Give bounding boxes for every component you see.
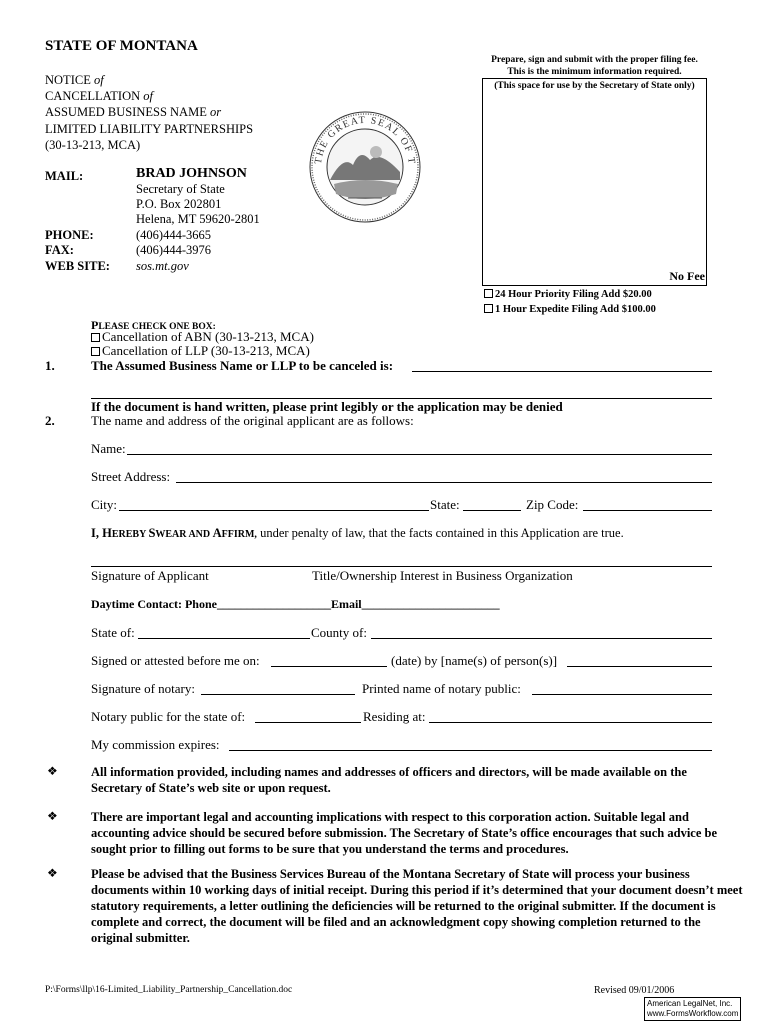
web-label: WEB SITE: <box>45 259 110 273</box>
item2-number: 2. <box>45 413 55 428</box>
city-zip: Helena, MT 59620-2801 <box>136 212 260 226</box>
revised-date: Revised 09/01/2006 <box>594 985 675 996</box>
affirmation-text: I, HEREBY SWEAR AND AFFIRM, under penalty of law, that the facts contained in this Application are true. <box>91 526 624 540</box>
name-label: Name: <box>91 441 126 456</box>
state-of-label: State of: <box>91 625 135 640</box>
notary-printed-label: Printed name of notary public: <box>362 681 521 696</box>
applicant-name-field[interactable] <box>127 454 712 455</box>
notice-line: (30-13-213, MCA) <box>45 137 141 152</box>
attested-persons-field[interactable] <box>567 666 712 667</box>
notary-state-field[interactable] <box>255 722 361 723</box>
signature-applicant-label: Signature of Applicant <box>91 568 209 583</box>
residing-at-field[interactable] <box>429 722 712 723</box>
legalnet-name: American LegalNet, Inc. <box>647 999 733 1008</box>
option-llp[interactable]: Cancellation of LLP (30-13-213, MCA) <box>91 343 310 359</box>
attested-date-field[interactable] <box>271 666 387 667</box>
sos-space-note: (This space for use by the Secretary of State only) <box>494 81 695 91</box>
phone-label: PHONE: <box>45 228 94 242</box>
street-label: Street Address: <box>91 469 171 484</box>
priority-checkbox[interactable] <box>484 289 493 298</box>
commission-field[interactable] <box>229 750 712 751</box>
notary-printed-field[interactable] <box>532 694 712 695</box>
state-of-field[interactable] <box>138 638 310 639</box>
notary-signature-field[interactable] <box>201 694 355 695</box>
notice-title <box>45 72 253 153</box>
city-field[interactable] <box>119 510 429 511</box>
state-field[interactable] <box>463 510 521 511</box>
notary-state-label: Notary public for the state of: <box>91 709 246 724</box>
notice-line: LIMITED LIABILITY PARTNERSHIPS <box>45 121 254 136</box>
svg-text:THE GREAT SEAL OF THE STATE OF: THE GREAT SEAL OF T <box>313 114 418 166</box>
handwritten-note: If the document is hand written, please print legibly or the application may be denied <box>91 399 563 414</box>
file-path: P:\Forms\llp\16-Limited_Liability_Partnership_Cancellation.doc <box>45 985 293 995</box>
bullet-diamond-icon: ❖ <box>47 866 58 880</box>
secretary-title: Secretary of State <box>136 182 225 196</box>
signed-attested-label: Signed or attested before me on: <box>91 653 260 668</box>
item2-label: The name and address of the original applicant are as follows: <box>91 413 414 428</box>
secretary-name: BRAD JOHNSON <box>136 166 247 181</box>
montana-state-seal <box>308 110 422 224</box>
daytime-contact[interactable]: Daytime Contact: Phone___________________Email_______________________ <box>91 597 500 611</box>
legalnet-badge <box>644 997 741 1021</box>
note-public-info: All information provided, including names and addresses of officers and directors, will be made available on the Secretary of State’s web site or upon request. <box>91 765 687 795</box>
notice-line: ASSUMED BUSINESS NAME or <box>45 105 222 120</box>
street-address-field[interactable] <box>176 482 712 483</box>
zip-field[interactable] <box>583 510 712 511</box>
check-one-heading: PLEASE CHECK ONE BOX: <box>91 318 216 332</box>
bullet-diamond-icon: ❖ <box>47 764 58 778</box>
commission-label: My commission expires: <box>91 737 220 752</box>
notice-line: CANCELLATION of <box>45 89 153 104</box>
expedite-option[interactable]: 1 Hour Expedite Filing Add $100.00 <box>484 304 656 315</box>
date-by-label: (date) by [name(s) of person(s)] <box>391 653 558 668</box>
note-legal-advice: There are important legal and accounting implications with respect to this corporation action. Suitable legal and accounting advice should be secured before submission. The Secretary of State’s office encourages that such advice be sought prior to filling out forms to be sure that you understand the terms and procedures. <box>91 810 718 856</box>
residing-at-label: Residing at: <box>363 709 426 724</box>
legalnet-url[interactable]: www.FormsWorkflow.com <box>647 1009 739 1018</box>
prepare-note-1: Prepare, sign and submit with the proper filing fee. <box>491 55 698 65</box>
county-of-label: County of: <box>311 625 367 640</box>
state-title: STATE OF MONTANA <box>45 38 198 54</box>
option-abn[interactable]: Cancellation of ABN (30-13-213, MCA) <box>91 329 314 345</box>
sos-use-box <box>482 78 707 286</box>
title-interest-label: Title/Ownership Interest in Business Organization <box>312 568 573 583</box>
fax-label: FAX: <box>45 243 74 257</box>
web-link[interactable]: sos.mt.gov <box>136 259 189 273</box>
item1-number: 1. <box>45 358 55 373</box>
no-fee-label: No Fee <box>669 269 705 283</box>
zip-label: Zip Code: <box>526 497 579 512</box>
prepare-note-2: This is the minimum information required. <box>507 67 682 77</box>
state-label: State: <box>430 497 460 512</box>
applicant-signature-field[interactable] <box>91 566 712 567</box>
mail-label: MAIL: <box>45 169 84 183</box>
fax-value: (406)444-3976 <box>136 243 211 257</box>
item1-label: The Assumed Business Name or LLP to be canceled is: <box>91 358 394 373</box>
po-box: P.O. Box 202801 <box>136 197 222 211</box>
expedite-checkbox[interactable] <box>484 304 493 313</box>
abn-name-field[interactable] <box>412 371 712 372</box>
city-label: City: <box>91 497 118 512</box>
llp-checkbox[interactable] <box>91 347 100 356</box>
notice-line: NOTICE of <box>45 73 104 87</box>
phone-value: (406)444-3665 <box>136 228 211 242</box>
note-processing-time: Please be advised that the Business Services Bureau of the Montana Secretary of State will process your business documents within 10 working days of initial receipt. During this period if it’s determined that your document doesn’t meet statutory requirements, a letter outlining the deficiencies will be returned to the original submitter. If the document is complete and correct, the document will be filed and an acknowledgment copy showing completion returned to the original submitter. <box>91 867 743 945</box>
bullet-diamond-icon: ❖ <box>47 809 58 823</box>
priority-option[interactable]: 24 Hour Priority Filing Add $20.00 <box>484 289 652 300</box>
county-of-field[interactable] <box>371 638 712 639</box>
notary-signature-label: Signature of notary: <box>91 681 195 696</box>
abn-checkbox[interactable] <box>91 333 100 342</box>
